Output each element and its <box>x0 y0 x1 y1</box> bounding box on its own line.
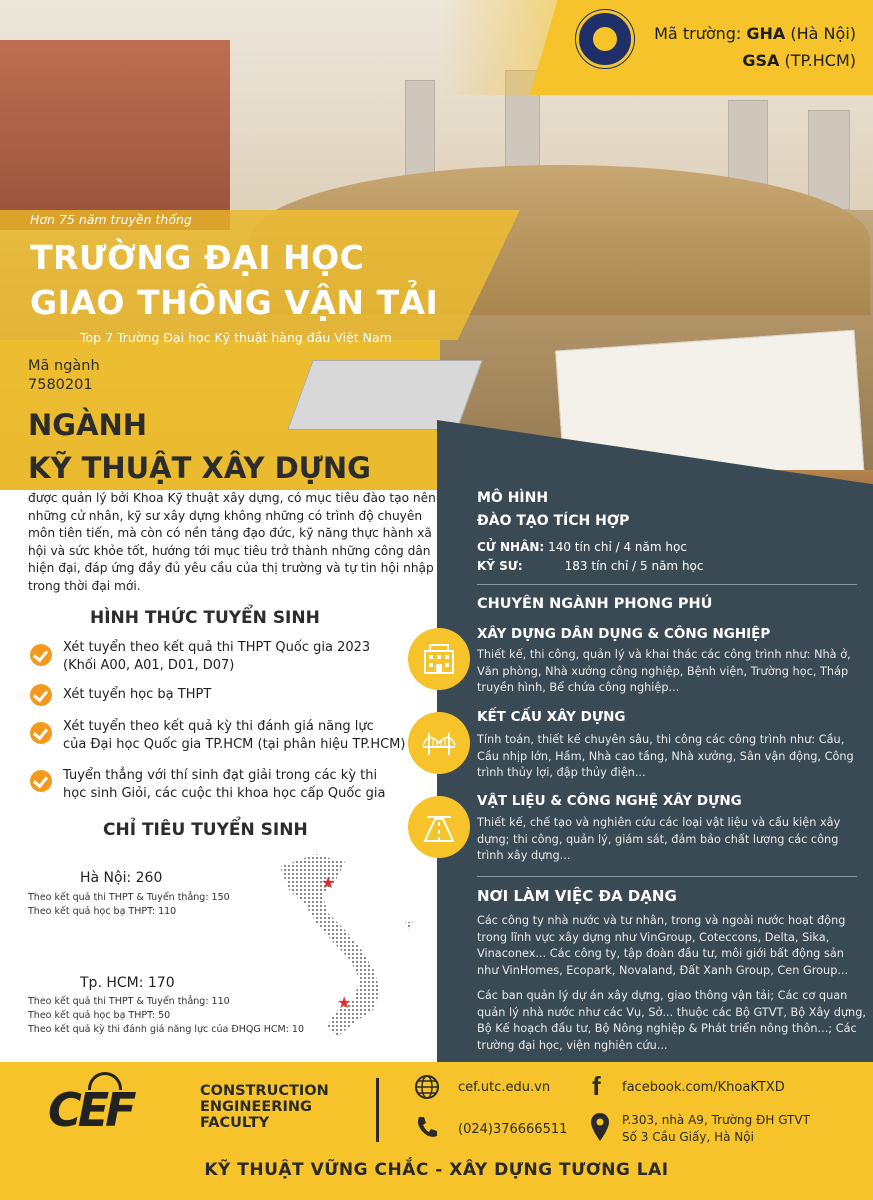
workplaces-para1: Các công ty nhà nước và tư nhân, trong và ngoài nước hoạt động trong lĩnh vực xây dựng như VinGroup, Coteccons, Delta, Sika, Vinaconex... Các công ty, tập đoàn đầu tư, môi giới bất động sản như VinHomes, Ecopark, Novaland, Đất Xanh Group, Cen Group... <box>477 914 849 977</box>
major-code-label: Mã ngành <box>28 358 100 374</box>
globe-icon <box>414 1074 440 1100</box>
address: P.303, nhà A9, Trường ĐH GTVT Số 3 Cầu Giấy, Hà Nội <box>622 1113 810 1144</box>
quota-title: CHỈ TIÊU TUYỂN SINH <box>103 820 308 840</box>
check-icon <box>30 722 52 744</box>
spec-title: XÂY DỰNG DÂN DỤNG & CÔNG NGHIỆP <box>477 626 771 642</box>
admission-item: Xét tuyển theo kết quả kỳ thi đánh giá năng lực của Đại học Quốc gia TP.HCM (tại phân hiệu TP.HCM) <box>63 719 406 752</box>
admission-item: Tuyển thẳng với thí sinh đạt giải trong các kỳ thi học sinh Giỏi, các cuộc thi khoa học cấp Quốc gia <box>63 768 386 801</box>
school-code-hn: GHA <box>746 24 786 43</box>
model-title-line2: ĐÀO TẠO TÍCH HỢP <box>477 513 630 529</box>
quota-hanoi-line: Theo kết quả thi THPT & Tuyển thẳng: 150 <box>28 892 230 903</box>
quota-hcm-title: Tp. HCM: 170 <box>80 975 175 991</box>
university-crest-logo <box>576 10 634 68</box>
divider <box>477 584 857 585</box>
building-icon <box>408 628 470 690</box>
facebook-icon: f <box>592 1071 601 1101</box>
bridge-icon <box>408 712 470 774</box>
cef-logo: CEF <box>48 1080 208 1140</box>
hanoi-star-icon: ★ <box>321 873 336 892</box>
workplaces-title: NƠI LÀM VIỆC ĐA DẠNG <box>477 887 677 905</box>
website-link[interactable]: cef.utc.edu.vn <box>458 1080 551 1095</box>
spec-text: Thiết kế, thi công, quản lý và khai thác các công trình như: Nhà ở, Văn phòng, Nhà xưởng công nghiệp, Bệnh viện, Trường học, Tháp truyền hình, Bể chứa công nghiệp... <box>477 648 851 694</box>
road-icon <box>408 796 470 858</box>
workplaces-para2: Các ban quản lý dự án xây dựng, giao thông vận tải; Các cơ quan quản lý nhà nước như các Vụ, Sở... thuộc các Bộ GTVT, Bộ Xây dựng, Bộ Kế hoạch đầu tư, Bộ Nông nghiệp & Phát triển nông thôn...; Các trường đại học, viện nghiên cứu... <box>477 989 866 1052</box>
admission-title: HÌNH THỨC TUYỂN SINH <box>90 608 320 628</box>
school-code-block <box>648 20 856 74</box>
slogan: KỸ THUẬT VỮNG CHẮC - XÂY DỰNG TƯƠNG LAI <box>204 1160 669 1180</box>
admission-item: Xét tuyển học bạ THPT <box>63 687 212 702</box>
tradition-text: Hơn 75 năm truyền thống <box>30 212 192 227</box>
check-icon <box>30 684 52 706</box>
admission-item: Xét tuyển theo kết quả thi THPT Quốc gia 2023 (Khối A00, A01, D01, D07) <box>63 640 371 673</box>
faculty-name: CONSTRUCTION ENGINEERING FACULTY <box>200 1083 329 1131</box>
footer-divider <box>376 1078 379 1142</box>
ranking-text: Top 7 Trường Đại học Kỹ thuật hàng đầu Việt Nam <box>80 330 392 345</box>
university-name-line2: GIAO THÔNG VẬN TẢI <box>30 283 439 322</box>
major-title-line2: KỸ THUẬT XÂY DỰNG <box>28 451 371 485</box>
bachelor-row: CỬ NHÂN: 140 tín chỉ / 4 năm học <box>477 540 687 554</box>
school-code-hcm: GSA <box>742 51 780 70</box>
vietnam-map <box>275 852 420 1052</box>
hero-pillar <box>808 110 850 210</box>
facebook-link[interactable]: facebook.com/KhoaKTXD <box>622 1080 785 1095</box>
university-name-line1: TRƯỜNG ĐẠI HỌC <box>30 238 365 277</box>
phone-icon <box>414 1114 440 1140</box>
model-title-line1: MÔ HÌNH <box>477 490 549 506</box>
specializations-title: CHUYÊN NGÀNH PHONG PHÚ <box>477 596 713 612</box>
major-title-line1: NGÀNH <box>28 408 148 442</box>
school-city-hn: (Hà Nội) <box>790 24 856 43</box>
spec-text: Thiết kế, chế tạo và nghiên cứu các loại vật liệu và cấu kiện xây dựng; thi công, quản lý, giám sát, đảm bảo chất lượng các công trình xây dựng... <box>477 816 841 862</box>
quota-hcm-line: Theo kết quả học bạ THPT: 50 <box>28 1010 171 1021</box>
phone-number[interactable]: (024)376666511 <box>458 1122 568 1137</box>
divider <box>477 876 857 877</box>
check-icon <box>30 644 52 666</box>
engineer-row: KỸ SƯ: 183 tín chỉ / 5 năm học <box>477 559 704 573</box>
quota-hcm-line: Theo kết quả thi THPT & Tuyển thẳng: 110 <box>28 996 230 1007</box>
hero-laptop <box>287 360 482 430</box>
spec-text: Tính toán, thiết kế chuyên sâu, thi công các công trình như: Cầu, Cầu nhịp lớn, Hầm, Nhà cao tầng, Nhà xưởng, Sân vận động, Công trình thủy lợi, đập thủy điện... <box>477 733 854 779</box>
location-pin-icon <box>590 1112 610 1142</box>
hero-building <box>0 40 230 230</box>
spec-title: KẾT CẤU XÂY DỰNG <box>477 709 626 725</box>
school-city-hcm: (TP.HCM) <box>784 51 856 70</box>
check-icon <box>30 770 52 792</box>
spec-title: VẬT LIỆU & CÔNG NGHỆ XÂY DỰNG <box>477 793 742 809</box>
quota-hanoi-line: Theo kết quả học bạ THPT: 110 <box>28 906 177 917</box>
school-code-label: Mã trường: <box>654 24 742 43</box>
major-code: 7580201 <box>28 377 93 393</box>
hcm-star-icon: ★ <box>337 993 352 1012</box>
quota-hanoi-title: Hà Nội: 260 <box>80 870 163 886</box>
major-description: được quản lý bởi Khoa Kỹ thuật xây dựng, có mục tiêu đào tạo nên những cử nhân, kỹ sư xây dựng không những có trình độ chuyên môn tiên tiến, mà còn có nền tảng đạo đức, kỹ năng thực hành xã hội và sức khỏe tốt, hướng tới mục tiêu trở thành những công dân hiện đại, đáp ứng đầy đủ yêu cầu của thị trường và tự tin hội nhập trong thời đại mới. <box>28 491 436 593</box>
quota-hcm-line: Theo kết quả kỳ thi đánh giá năng lực của ĐHQG HCM: 10 <box>28 1024 305 1035</box>
